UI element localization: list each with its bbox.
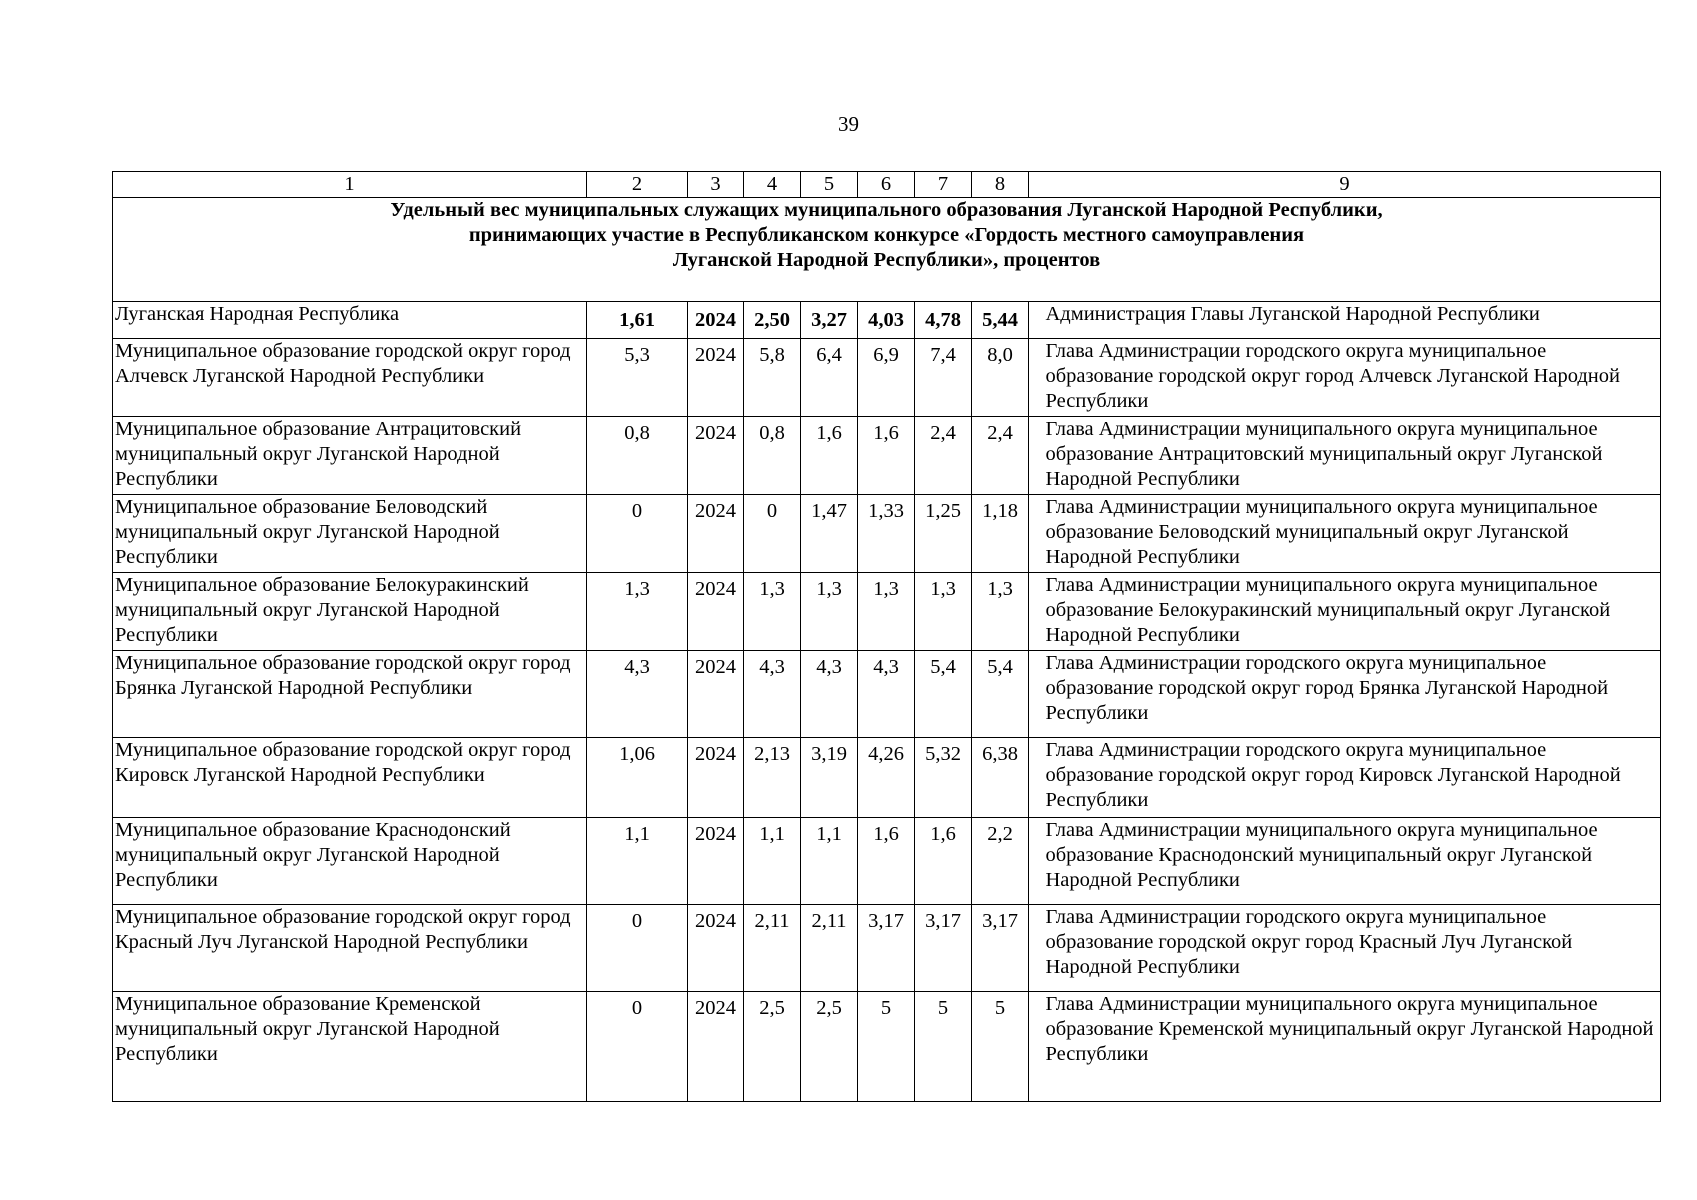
entity-name: Муниципальное образование Белокуракинский муниципальный округ Луганской Народной Республики <box>113 573 587 651</box>
column-number: 4 <box>744 172 801 198</box>
column-number: 3 <box>688 172 744 198</box>
value-col4: 2,11 <box>744 905 801 992</box>
column-number: 6 <box>858 172 915 198</box>
entity-name: Муниципальное образование Беловодский муниципальный округ Луганской Народной Республики <box>113 495 587 573</box>
base-value: 1,1 <box>587 818 688 905</box>
value-col6: 1,6 <box>858 417 915 495</box>
value-col4: 0,8 <box>744 417 801 495</box>
entity-name: Муниципальное образование городской округ город Красный Луч Луганской Народной Республики <box>113 905 587 992</box>
value-col4: 4,3 <box>744 651 801 738</box>
entity-name: Муниципальное образование Антрацитовский муниципальный округ Луганской Народной Республики <box>113 417 587 495</box>
value-col4: 2,50 <box>744 302 801 339</box>
section-title-row <box>113 198 1661 302</box>
column-number: 9 <box>1029 172 1661 198</box>
value-col4: 5,8 <box>744 339 801 417</box>
value-col7: 4,78 <box>915 302 972 339</box>
value-col8: 8,0 <box>972 339 1029 417</box>
responsible-body: Глава Администрации муниципального округа муниципальное образование Антрацитовский муниципальный округ Луганской Народной Республики <box>1044 417 1661 495</box>
entity-name: Муниципальное образование городской округ город Кировск Луганской Народной Республики <box>113 738 587 818</box>
base-year: 2024 <box>688 339 744 417</box>
indicators-table <box>112 171 1661 1102</box>
base-value: 1,61 <box>587 302 688 339</box>
table-row <box>113 495 1661 573</box>
value-col8: 5 <box>972 992 1029 1102</box>
base-value: 1,06 <box>587 738 688 818</box>
base-year: 2024 <box>688 651 744 738</box>
responsible-body: Глава Администрации муниципального округа муниципальное образование Кременской муниципальный округ Луганской Народной Республики <box>1044 992 1661 1102</box>
table-row <box>113 738 1661 818</box>
entity-name: Муниципальное образование Краснодонский муниципальный округ Луганской Народной Республики <box>113 818 587 905</box>
base-year: 2024 <box>688 905 744 992</box>
value-col7: 1,3 <box>915 573 972 651</box>
value-col6: 1,33 <box>858 495 915 573</box>
value-col8: 6,38 <box>972 738 1029 818</box>
value-col5: 2,11 <box>801 905 858 992</box>
value-col5: 1,6 <box>801 417 858 495</box>
column-number: 5 <box>801 172 858 198</box>
entity-name: Муниципальное образование городской округ город Алчевск Луганской Народной Республики <box>113 339 587 417</box>
responsible-body: Глава Администрации муниципального округа муниципальное образование Беловодский муниципальный округ Луганской Народной Республики <box>1044 495 1661 573</box>
value-col6: 4,26 <box>858 738 915 818</box>
value-col4: 2,5 <box>744 992 801 1102</box>
entity-name: Муниципальное образование городской округ город Брянка Луганской Народной Республики <box>113 651 587 738</box>
column-number-row <box>113 172 1661 198</box>
base-value: 0 <box>587 495 688 573</box>
column-number: 7 <box>915 172 972 198</box>
value-col6: 1,6 <box>858 818 915 905</box>
value-col8: 1,18 <box>972 495 1029 573</box>
value-col7: 5,4 <box>915 651 972 738</box>
value-col5: 6,4 <box>801 339 858 417</box>
base-value: 0 <box>587 905 688 992</box>
value-col6: 4,03 <box>858 302 915 339</box>
table-row <box>113 651 1661 738</box>
value-col7: 1,25 <box>915 495 972 573</box>
value-col8: 3,17 <box>972 905 1029 992</box>
responsible-body: Глава Администрации городского округа муниципальное образование городской округ город Брянка Луганской Народной Республики <box>1044 651 1661 738</box>
column-number: 2 <box>587 172 688 198</box>
responsible-body: Глава Администрации городского округа муниципальное образование городской округ город Кировск Луганской Народной Республики <box>1044 738 1661 818</box>
base-year: 2024 <box>688 992 744 1102</box>
value-col6: 1,3 <box>858 573 915 651</box>
value-col4: 0 <box>744 495 801 573</box>
value-col6: 5 <box>858 992 915 1102</box>
value-col5: 3,19 <box>801 738 858 818</box>
value-col8: 2,2 <box>972 818 1029 905</box>
value-col5: 1,1 <box>801 818 858 905</box>
table-row <box>113 573 1661 651</box>
entity-name: Муниципальное образование Кременской муниципальный округ Луганской Народной Республики <box>113 992 587 1102</box>
responsible-body: Глава Администрации муниципального округа муниципальное образование Белокуракинский муниципальный округ Луганской Народной Республики <box>1044 573 1661 651</box>
responsible-body: Глава Администрации муниципального округа муниципальное образование Краснодонский муниципальный округ Луганской Народной Республики <box>1044 818 1661 905</box>
base-value: 5,3 <box>587 339 688 417</box>
value-col4: 1,3 <box>744 573 801 651</box>
base-value: 0 <box>587 992 688 1102</box>
value-col7: 5,32 <box>915 738 972 818</box>
table-row <box>113 302 1661 339</box>
base-value: 1,3 <box>587 573 688 651</box>
value-col5: 1,3 <box>801 573 858 651</box>
section-title-line: принимающих участие в Республиканском конкурсе «Гордость местного самоуправления <box>468 224 1305 246</box>
section-title-line: Удельный вес муниципальных служащих муниципального образования Луганской Народной Республики, <box>390 199 1383 221</box>
value-col8: 2,4 <box>972 417 1029 495</box>
responsible-body: Глава Администрации городского округа муниципальное образование городской округ город Алчевск Луганской Народной Республики <box>1044 339 1661 417</box>
column-number: 8 <box>972 172 1029 198</box>
table-row <box>113 339 1661 417</box>
responsible-body: Администрация Главы Луганской Народной Республики <box>1044 302 1661 339</box>
responsible-body: Глава Администрации городского округа муниципальное образование городской округ город Красный Луч Луганской Народной Республики <box>1044 905 1661 992</box>
value-col7: 1,6 <box>915 818 972 905</box>
base-year: 2024 <box>688 818 744 905</box>
value-col8: 1,3 <box>972 573 1029 651</box>
value-col8: 5,4 <box>972 651 1029 738</box>
value-col6: 4,3 <box>858 651 915 738</box>
value-col7: 3,17 <box>915 905 972 992</box>
base-value: 0,8 <box>587 417 688 495</box>
base-year: 2024 <box>688 738 744 818</box>
entity-name: Луганская Народная Республика <box>113 302 587 339</box>
base-year: 2024 <box>688 573 744 651</box>
base-year: 2024 <box>688 417 744 495</box>
value-col4: 1,1 <box>744 818 801 905</box>
section-title-line: Луганской Народной Республики», процентов <box>672 249 1101 271</box>
value-col7: 7,4 <box>915 339 972 417</box>
value-col5: 1,47 <box>801 495 858 573</box>
value-col5: 3,27 <box>801 302 858 339</box>
table-row <box>113 818 1661 905</box>
table-row <box>113 417 1661 495</box>
base-value: 4,3 <box>587 651 688 738</box>
value-col7: 2,4 <box>915 417 972 495</box>
value-col7: 5 <box>915 992 972 1102</box>
value-col5: 2,5 <box>801 992 858 1102</box>
value-col6: 6,9 <box>858 339 915 417</box>
base-year: 2024 <box>688 495 744 573</box>
table-row <box>113 905 1661 992</box>
value-col5: 4,3 <box>801 651 858 738</box>
base-year: 2024 <box>688 302 744 339</box>
column-number: 1 <box>113 172 587 198</box>
value-col6: 3,17 <box>858 905 915 992</box>
page-number: 39 <box>838 112 859 136</box>
value-col4: 2,13 <box>744 738 801 818</box>
table-row <box>113 992 1661 1102</box>
section-title <box>113 198 1661 302</box>
value-col8: 5,44 <box>972 302 1029 339</box>
